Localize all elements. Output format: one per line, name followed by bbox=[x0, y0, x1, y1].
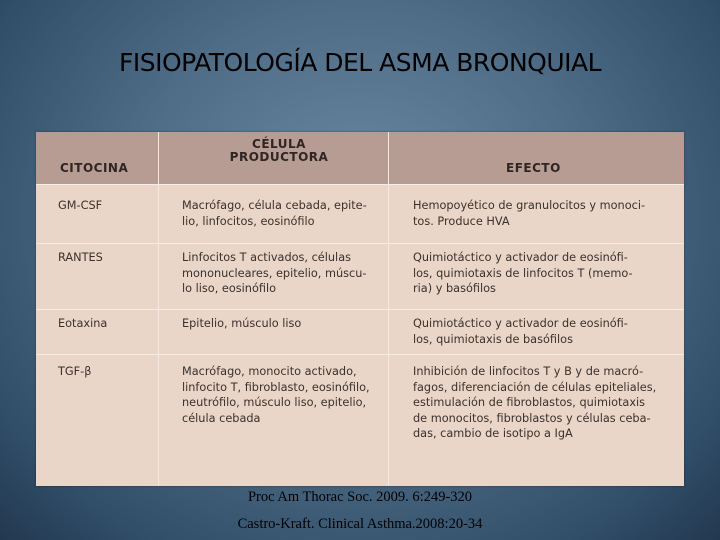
cell-celula: Macrófago, célula cebada, epite- lio, linfocitos, eosinófilo bbox=[182, 199, 367, 228]
header-citocina: CITOCINA bbox=[60, 161, 129, 175]
reference-1: Proc Am Thorac Soc. 2009. 6:249-320 bbox=[247, 489, 473, 505]
cytokine-table bbox=[36, 132, 684, 486]
cell-citocina: GM-CSF bbox=[58, 199, 103, 212]
header-celula-productora: CÉLULA PRODUCTORA bbox=[229, 137, 329, 164]
reference-2: Castro-Kraft. Clinical Asthma.2008:20-34 bbox=[237, 516, 483, 532]
cell-efecto: Inhibición de linfocitos T y B y de macró- fagos, diferenciación de células epiteliales, estimulación de fibroblastos, quimiotaxis de monocitos, fibroblastos y células ceba- das, cambio de isotipo a IgA bbox=[413, 365, 657, 440]
cell-citocina: Eotaxina bbox=[58, 317, 108, 330]
row-divider bbox=[36, 309, 684, 310]
cell-celula: Macrófago, monocito activado, linfocito T, fibroblasto, eosinófilo, neutrófilo, músculo liso, epitelio, célula cebada bbox=[182, 365, 370, 425]
row-divider bbox=[36, 354, 684, 355]
row-divider bbox=[36, 184, 684, 185]
cell-efecto: Quimiotáctico y activador de eosinófi- los, quimiotaxis de basófilos bbox=[413, 317, 628, 346]
row-divider bbox=[36, 243, 684, 244]
cell-celula: Epitelio, músculo liso bbox=[182, 317, 302, 330]
cell-efecto: Quimiotáctico y activador de eosinófi- los, quimiotaxis de linfocitos T (memo- ria) y basófilos bbox=[413, 251, 633, 295]
cell-citocina: RANTES bbox=[58, 251, 103, 264]
slide-title: FISIOPATOLOGÍA DEL ASMA BRONQUIAL bbox=[118, 48, 602, 77]
cell-efecto: Hemopoyético de granulocitos y monoci- tos. Produce HVA bbox=[413, 199, 646, 228]
header-efecto: EFECTO bbox=[506, 161, 561, 175]
table-header-row bbox=[36, 132, 684, 184]
cell-celula: Linfocitos T activados, células mononucleares, epitelio, múscu- lo liso, eosinófilo bbox=[182, 251, 367, 295]
cell-citocina: TGF-β bbox=[58, 365, 92, 378]
